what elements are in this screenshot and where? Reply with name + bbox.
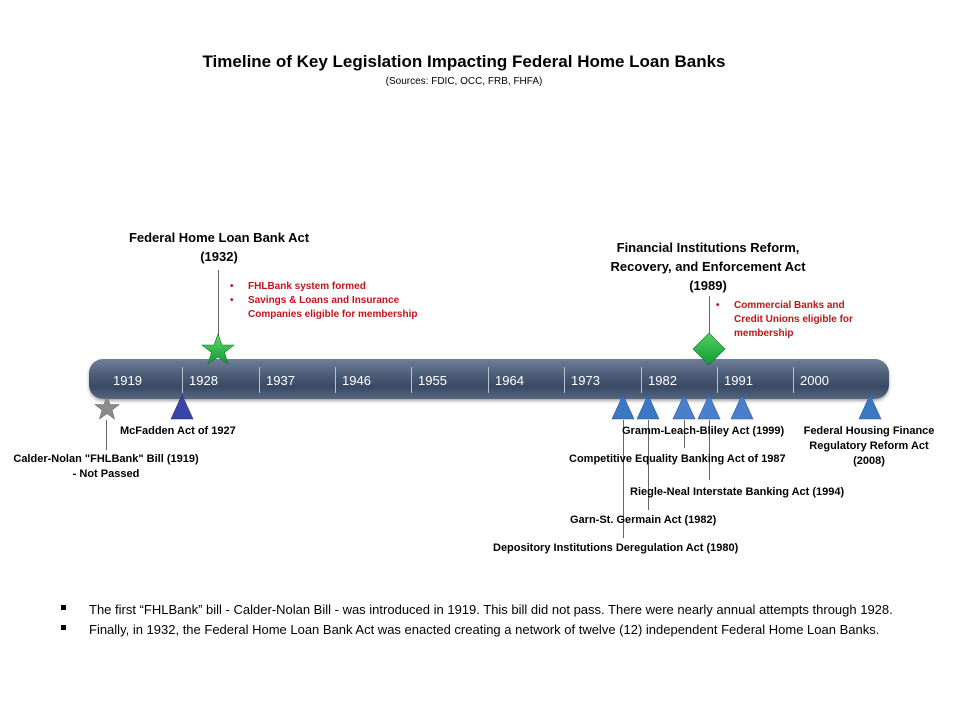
heading-line: (1989) (689, 278, 727, 293)
heading-line: (1932) (200, 249, 238, 264)
note-item: • Savings & Loans and Insurance Companies eligible for membership (230, 294, 430, 322)
connector-line (218, 270, 219, 340)
star-icon (201, 333, 235, 367)
fhlbank-act-notes (230, 280, 430, 322)
year-separator (182, 367, 183, 393)
year-label: 1982 (648, 373, 677, 388)
year-separator (717, 367, 718, 393)
year-separator (488, 367, 489, 393)
year-label: 1937 (266, 373, 295, 388)
page-subtitle: (Sources: FDIC, OCC, FRB, FHFA) (385, 76, 543, 87)
triangle-icon (858, 394, 882, 420)
diamond-icon (692, 332, 726, 366)
year-separator (411, 367, 412, 393)
year-separator (793, 367, 794, 393)
fhlbank-act-heading (110, 228, 328, 266)
heading-line: Recovery, and Enforcement Act (610, 259, 806, 274)
note-item: • Commercial Banks and Credit Unions eligible for membership (716, 299, 866, 341)
triangle-icon (697, 394, 721, 420)
page-title: Timeline of Key Legislation Impacting Federal Home Loan Banks (202, 52, 726, 71)
calder-nolan-label (0, 452, 212, 482)
triangle-icon (730, 394, 754, 420)
label-line: Federal Housing Finance (803, 425, 935, 437)
triangle-icon (672, 394, 696, 420)
label-line: Calder-Nolan "FHLBank" Bill (1919) (13, 453, 199, 465)
year-label: 1955 (418, 373, 447, 388)
connector-line (106, 420, 107, 450)
firrea-notes (716, 299, 866, 341)
fhfa-reform-label (798, 424, 940, 469)
year-separator (259, 367, 260, 393)
heading-line: Federal Home Loan Bank Act (128, 230, 310, 245)
firrea-heading (588, 238, 828, 295)
summary-bullets (60, 600, 930, 640)
year-label: 1919 (113, 373, 142, 388)
year-label: 1946 (342, 373, 371, 388)
riegle-neal-label: Riegle-Neal Interstate Banking Act (1994) (630, 486, 845, 498)
mcfadden-label: McFadden Act of 1927 (120, 425, 236, 437)
triangle-icon (636, 394, 660, 420)
year-label: 1991 (724, 373, 753, 388)
gramm-leach-bliley-label: Gramm-Leach-Bliley Act (1999) (622, 425, 785, 437)
depository-institutions-label: Depository Institutions Deregulation Act (1980) (493, 542, 739, 554)
triangle-icon (170, 394, 194, 420)
label-line: - Not Passed (72, 468, 140, 480)
note-item: • FHLBank system formed (230, 280, 430, 294)
heading-line: Financial Institutions Reform, (616, 240, 800, 255)
year-label: 1964 (495, 373, 524, 388)
bullet-item: The first “FHLBank” bill - Calder-Nolan Bill - was introduced in 1919. This bill did not pass. There were nearly annual attempts through 1928. (60, 600, 930, 620)
year-separator (564, 367, 565, 393)
label-line: Regulatory Reform Act (809, 440, 929, 452)
year-label: 1928 (189, 373, 218, 388)
year-label: 1973 (571, 373, 600, 388)
bullet-item: Finally, in 1932, the Federal Home Loan Bank Act was enacted creating a network of twelve (12) independent Federal Home Loan Banks. (60, 620, 930, 640)
year-label: 2000 (800, 373, 829, 388)
triangle-icon (611, 394, 635, 420)
year-separator (335, 367, 336, 393)
year-separator (641, 367, 642, 393)
competitive-equality-label: Competitive Equality Banking Act of 1987 (569, 453, 786, 465)
garn-st-germain-label: Garn-St. Germain Act (1982) (570, 514, 717, 526)
star-icon (94, 395, 120, 421)
connector-line (709, 296, 710, 336)
label-line: (2008) (853, 455, 885, 467)
